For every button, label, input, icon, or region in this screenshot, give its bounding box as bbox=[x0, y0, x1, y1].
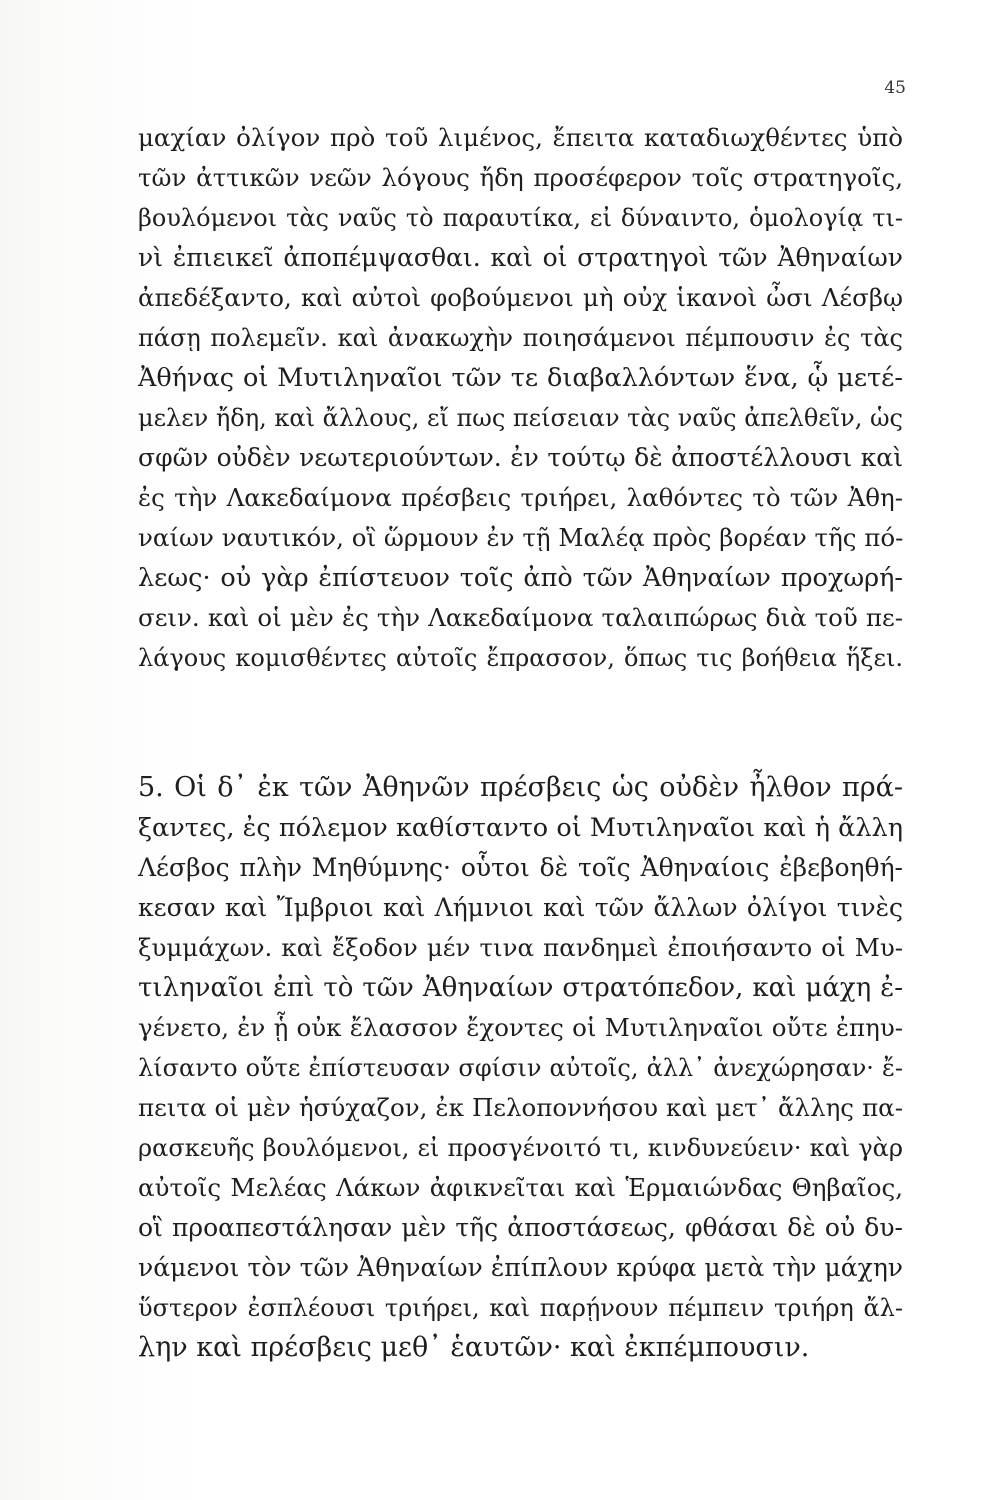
text-line: σειν. καὶ οἱ μὲν ἐς τὴν Λακεδαίμονα ταλαιπώρως διὰ τοῦ πε- bbox=[138, 603, 903, 632]
text-line: γένετο, ἐν ᾗ οὐκ ἔλασσον ἔχοντες οἱ Μυτιληναῖοι οὔτε ἐπηυ- bbox=[138, 1013, 903, 1042]
text-line: λην καὶ πρέσβεις μεθ᾽ ἑαυτῶν· καὶ ἐκπέμπουσιν. bbox=[138, 1332, 810, 1363]
text-line: πειτα οἱ μὲν ἡσύχαζον, ἐκ Πελοποννήσου καὶ μετ᾽ ἄλλης πα- bbox=[138, 1093, 903, 1122]
text-line: ναίων ναυτικόν, οἳ ὥρμουν ἐν τῇ Μαλέᾳ πρὸς βορέαν τῆς πό- bbox=[138, 523, 904, 552]
text-line: ξαντες, ἐς πόλεμον καθίσταντο οἱ Μυτιληναῖοι καὶ ἡ ἄλλη bbox=[138, 813, 903, 843]
text-line: λάγους κομισθέντες αὐτοῖς ἔπρασσον, ὅπως τις βοήθεια ἥξει. bbox=[138, 644, 903, 672]
page-number: 45 bbox=[884, 78, 906, 98]
section-5-paragraph bbox=[138, 768, 903, 1368]
text-line: λεως· οὐ γὰρ ἐπίστευον τοῖς ἀπὸ τῶν Ἀθηναίων προχωρή- bbox=[138, 563, 903, 593]
text-line: ρασκευῆς βουλόμενοι, εἰ προσγένοιτό τι, κινδυνεύειν· καὶ γὰρ bbox=[138, 1134, 903, 1162]
text-line: βουλόμενοι τὰς ναῦς τὸ παραυτίκα, εἰ δύναιντο, ὁμολογίᾳ τι- bbox=[138, 204, 903, 232]
section-heading-line: 5. Οἱ δ᾽ ἐκ τῶν Ἀθηνῶν πρέσβεις ὡς οὐδὲν ἦλθον πρά- bbox=[138, 772, 903, 803]
text-line: μελεν ἤδη, καὶ ἄλλους, εἴ πως πείσειαν τὰς ναῦς ἀπελθεῖν, ὡς bbox=[138, 404, 903, 432]
text-line: νάμενοι τὸν τῶν Ἀθηναίων ἐπίπλουν κρύφα μετὰ τὴν μάχην bbox=[138, 1253, 903, 1282]
text-line: αὐτοῖς Μελέας Λάκων ἀφικνεῖται καὶ Ἑρμαιώνδας Θηβαῖος, bbox=[138, 1173, 903, 1202]
text-line: πάσῃ πολεμεῖν. καὶ ἀνακωχὴν ποιησάμενοι πέμπουσιν ἐς τὰς bbox=[138, 324, 903, 352]
text-line: ὕστερον ἐσπλέουσι τριήρει, καὶ παρῄνουν πέμπειν τριήρη ἄλ- bbox=[138, 1294, 903, 1322]
text-line: τῶν ἀττικῶν νεῶν λόγους ἤδη προσέφερον τοῖς στρατηγοῖς, bbox=[138, 163, 903, 192]
text-line: τιληναῖοι ἐπὶ τὸ τῶν Ἀθηναίων στρατόπεδον, καὶ μάχη ἐ- bbox=[138, 973, 903, 1003]
text-line: λίσαντο οὔτε ἐπίστευσαν σφίσιν αὐτοῖς, ἀλλ᾽ ἀνεχώρησαν· ἔ- bbox=[138, 1054, 903, 1082]
text-line: κεσαν καὶ Ἴμβριοι καὶ Λήμνιοι καὶ τῶν ἄλλων ὀλίγοι τινὲς bbox=[138, 893, 903, 922]
text-line: ἐς τὴν Λακεδαίμονα πρέσβεις τριήρει, λαθόντες τὸ τῶν Ἀθη- bbox=[138, 483, 903, 512]
text-line: Ἀθήνας οἱ Μυτιληναῖοι τῶν τε διαβαλλόντων ἕνα, ᾧ μετέ- bbox=[138, 363, 903, 393]
paragraph-continued bbox=[138, 118, 903, 678]
text-line: μαχίαν ὀλίγον πρὸ τοῦ λιμένος, ἔπειτα καταδιωχθέντες ὑπὸ bbox=[138, 123, 903, 152]
text-line: ξυμμάχων. καὶ ἔξοδον μέν τινα πανδημεὶ ἐποιήσαντο οἱ Μυ- bbox=[138, 933, 903, 962]
text-line: οἳ προαπεστάλησαν μὲν τῆς ἀποστάσεως, φθάσαι δὲ οὐ δυ- bbox=[138, 1213, 903, 1242]
text-line: σφῶν οὐδὲν νεωτεριούντων. ἐν τούτῳ δὲ ἀποστέλλουσι καὶ bbox=[138, 443, 903, 472]
text-line: ἀπεδέξαντο, καὶ αὐτοὶ φοβούμενοι μὴ οὐχ ἱκανοὶ ὦσι Λέσβῳ bbox=[138, 283, 903, 312]
text-line: νὶ ἐπιεικεῖ ἀποπέμψασθαι. καὶ οἱ στρατηγοὶ τῶν Ἀθηναίων bbox=[138, 243, 903, 272]
text-line: Λέσβος πλὴν Μηθύμνης· οὗτοι δὲ τοῖς Ἀθηναίοις ἐβεβοηθή- bbox=[138, 853, 903, 882]
